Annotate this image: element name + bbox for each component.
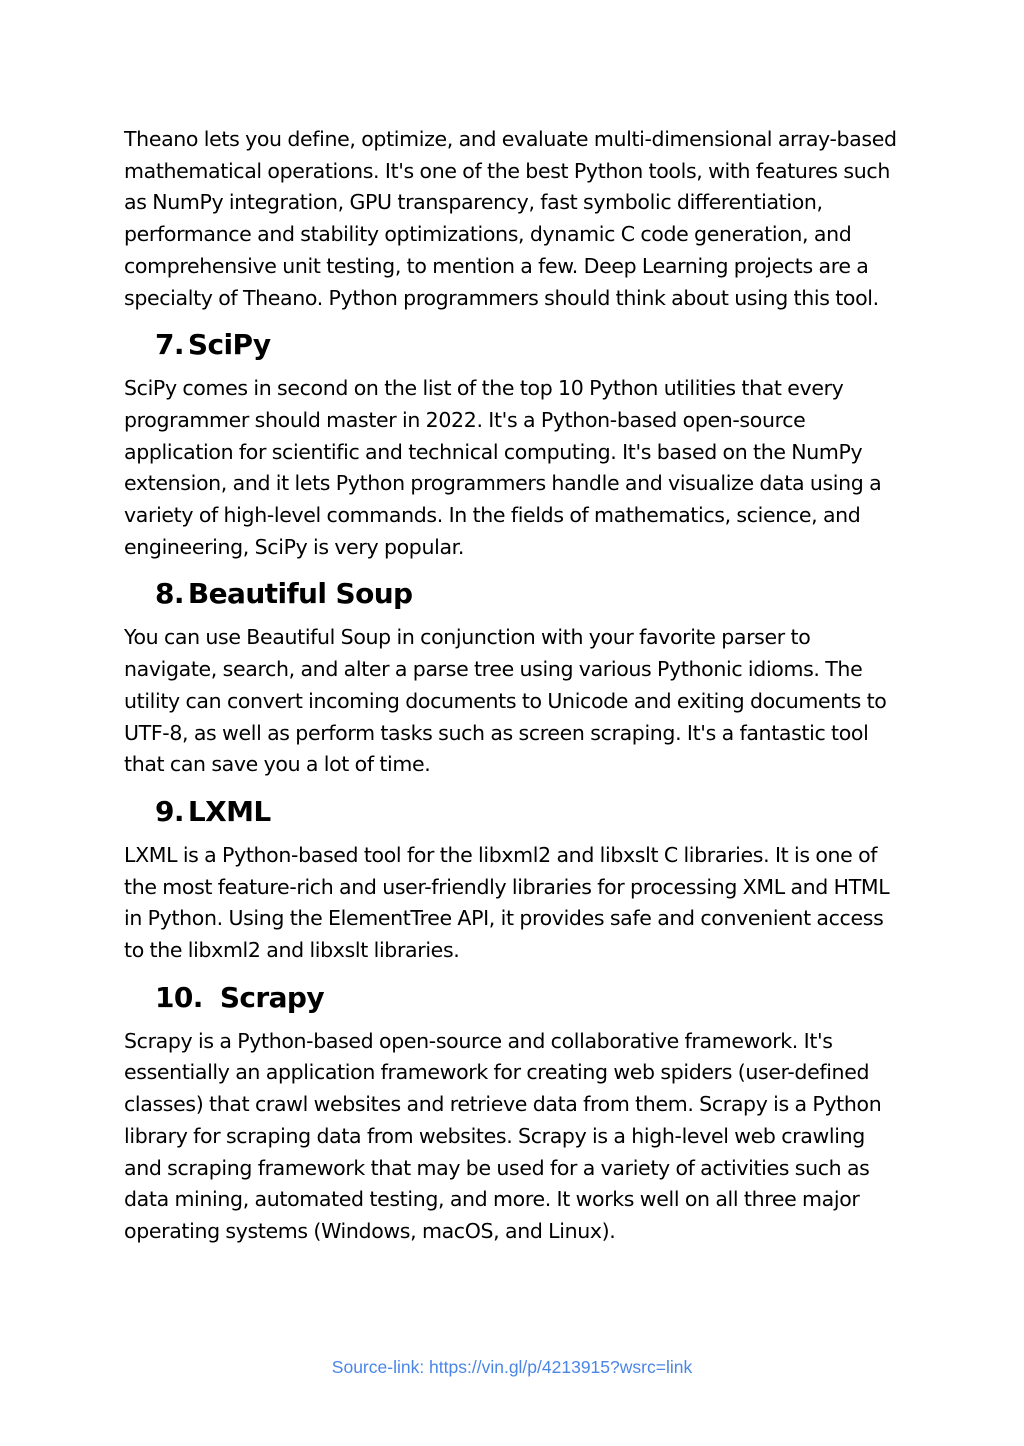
section-body-beautiful-soup: You can use Beautiful Soup in conjunction with your favorite parser to navigate, search, and alter a parse tree using various Pythonic idioms. The utility can convert incoming documents to Unicode and exiting documents to UTF-8, as well as perform tasks such as screen scraping. It's a fantastic tool that can save you a lot of time.	[124, 625, 887, 777]
section-heading-scipy	[124, 325, 904, 365]
section-body-scipy: SciPy comes in second on the list of the top 10 Python utilities that every programmer should master in 2022. It's a Python-based open-source application for scientific and technical computing. It's based on the NumPy extension, and it lets Python programmers handle and visualize data using a variety of high-level commands. In the fields of mathematics, science, and engineering, SciPy is very popular.	[124, 376, 882, 559]
section-heading-scrapy	[124, 978, 904, 1018]
section-heading-beautiful-soup	[124, 574, 904, 614]
document-page	[124, 124, 904, 1248]
section-number: 9.	[155, 794, 184, 828]
section-title: SciPy	[187, 328, 271, 362]
section-body-lxml: LXML is a Python-based tool for the libxml2 and libxslt C libraries. It is one of the most feature-rich and user-friendly libraries for processing XML and HTML in Python. Using the ElementTree API, it provides safe and convenient access to the libxml2 and libxslt libraries.	[124, 842, 890, 963]
intro-paragraph: Theano lets you define, optimize, and evaluate multi-dimensional array-based mathematical operations. It's one of the best Python tools, with features such as NumPy integration, GPU transparency, fast symbolic differentiation, performance and stability optimizations, dynamic C code generation, and comprehensive unit testing, to mention a few. Deep Learning projects are a specialty of Theano. Python programmers should think about using this tool.	[124, 127, 897, 310]
source-link[interactable]: Source-link: https://vin.gl/p/4213915?wsrc=link	[331, 1357, 693, 1377]
section-heading-lxml	[124, 792, 904, 832]
section-body-scrapy: Scrapy is a Python-based open-source and collaborative framework. It's essentially an application framework for creating web spiders (user-defined classes) that crawl websites and retrieve data from them. Scrapy is a Python library for scraping data from websites. Scrapy is a high-level web crawling and scraping framework that may be used for a variety of activities such as data mining, automated testing, and more. It works well on all three major operating systems (Windows, macOS, and Linux).	[124, 1028, 882, 1243]
section-number: 10.	[155, 980, 203, 1014]
section-number: 8.	[155, 577, 184, 611]
section-title: LXML	[187, 794, 271, 828]
section-number: 7.	[155, 328, 184, 362]
section-title: Beautiful Soup	[187, 577, 413, 611]
section-title: Scrapy	[219, 980, 324, 1014]
